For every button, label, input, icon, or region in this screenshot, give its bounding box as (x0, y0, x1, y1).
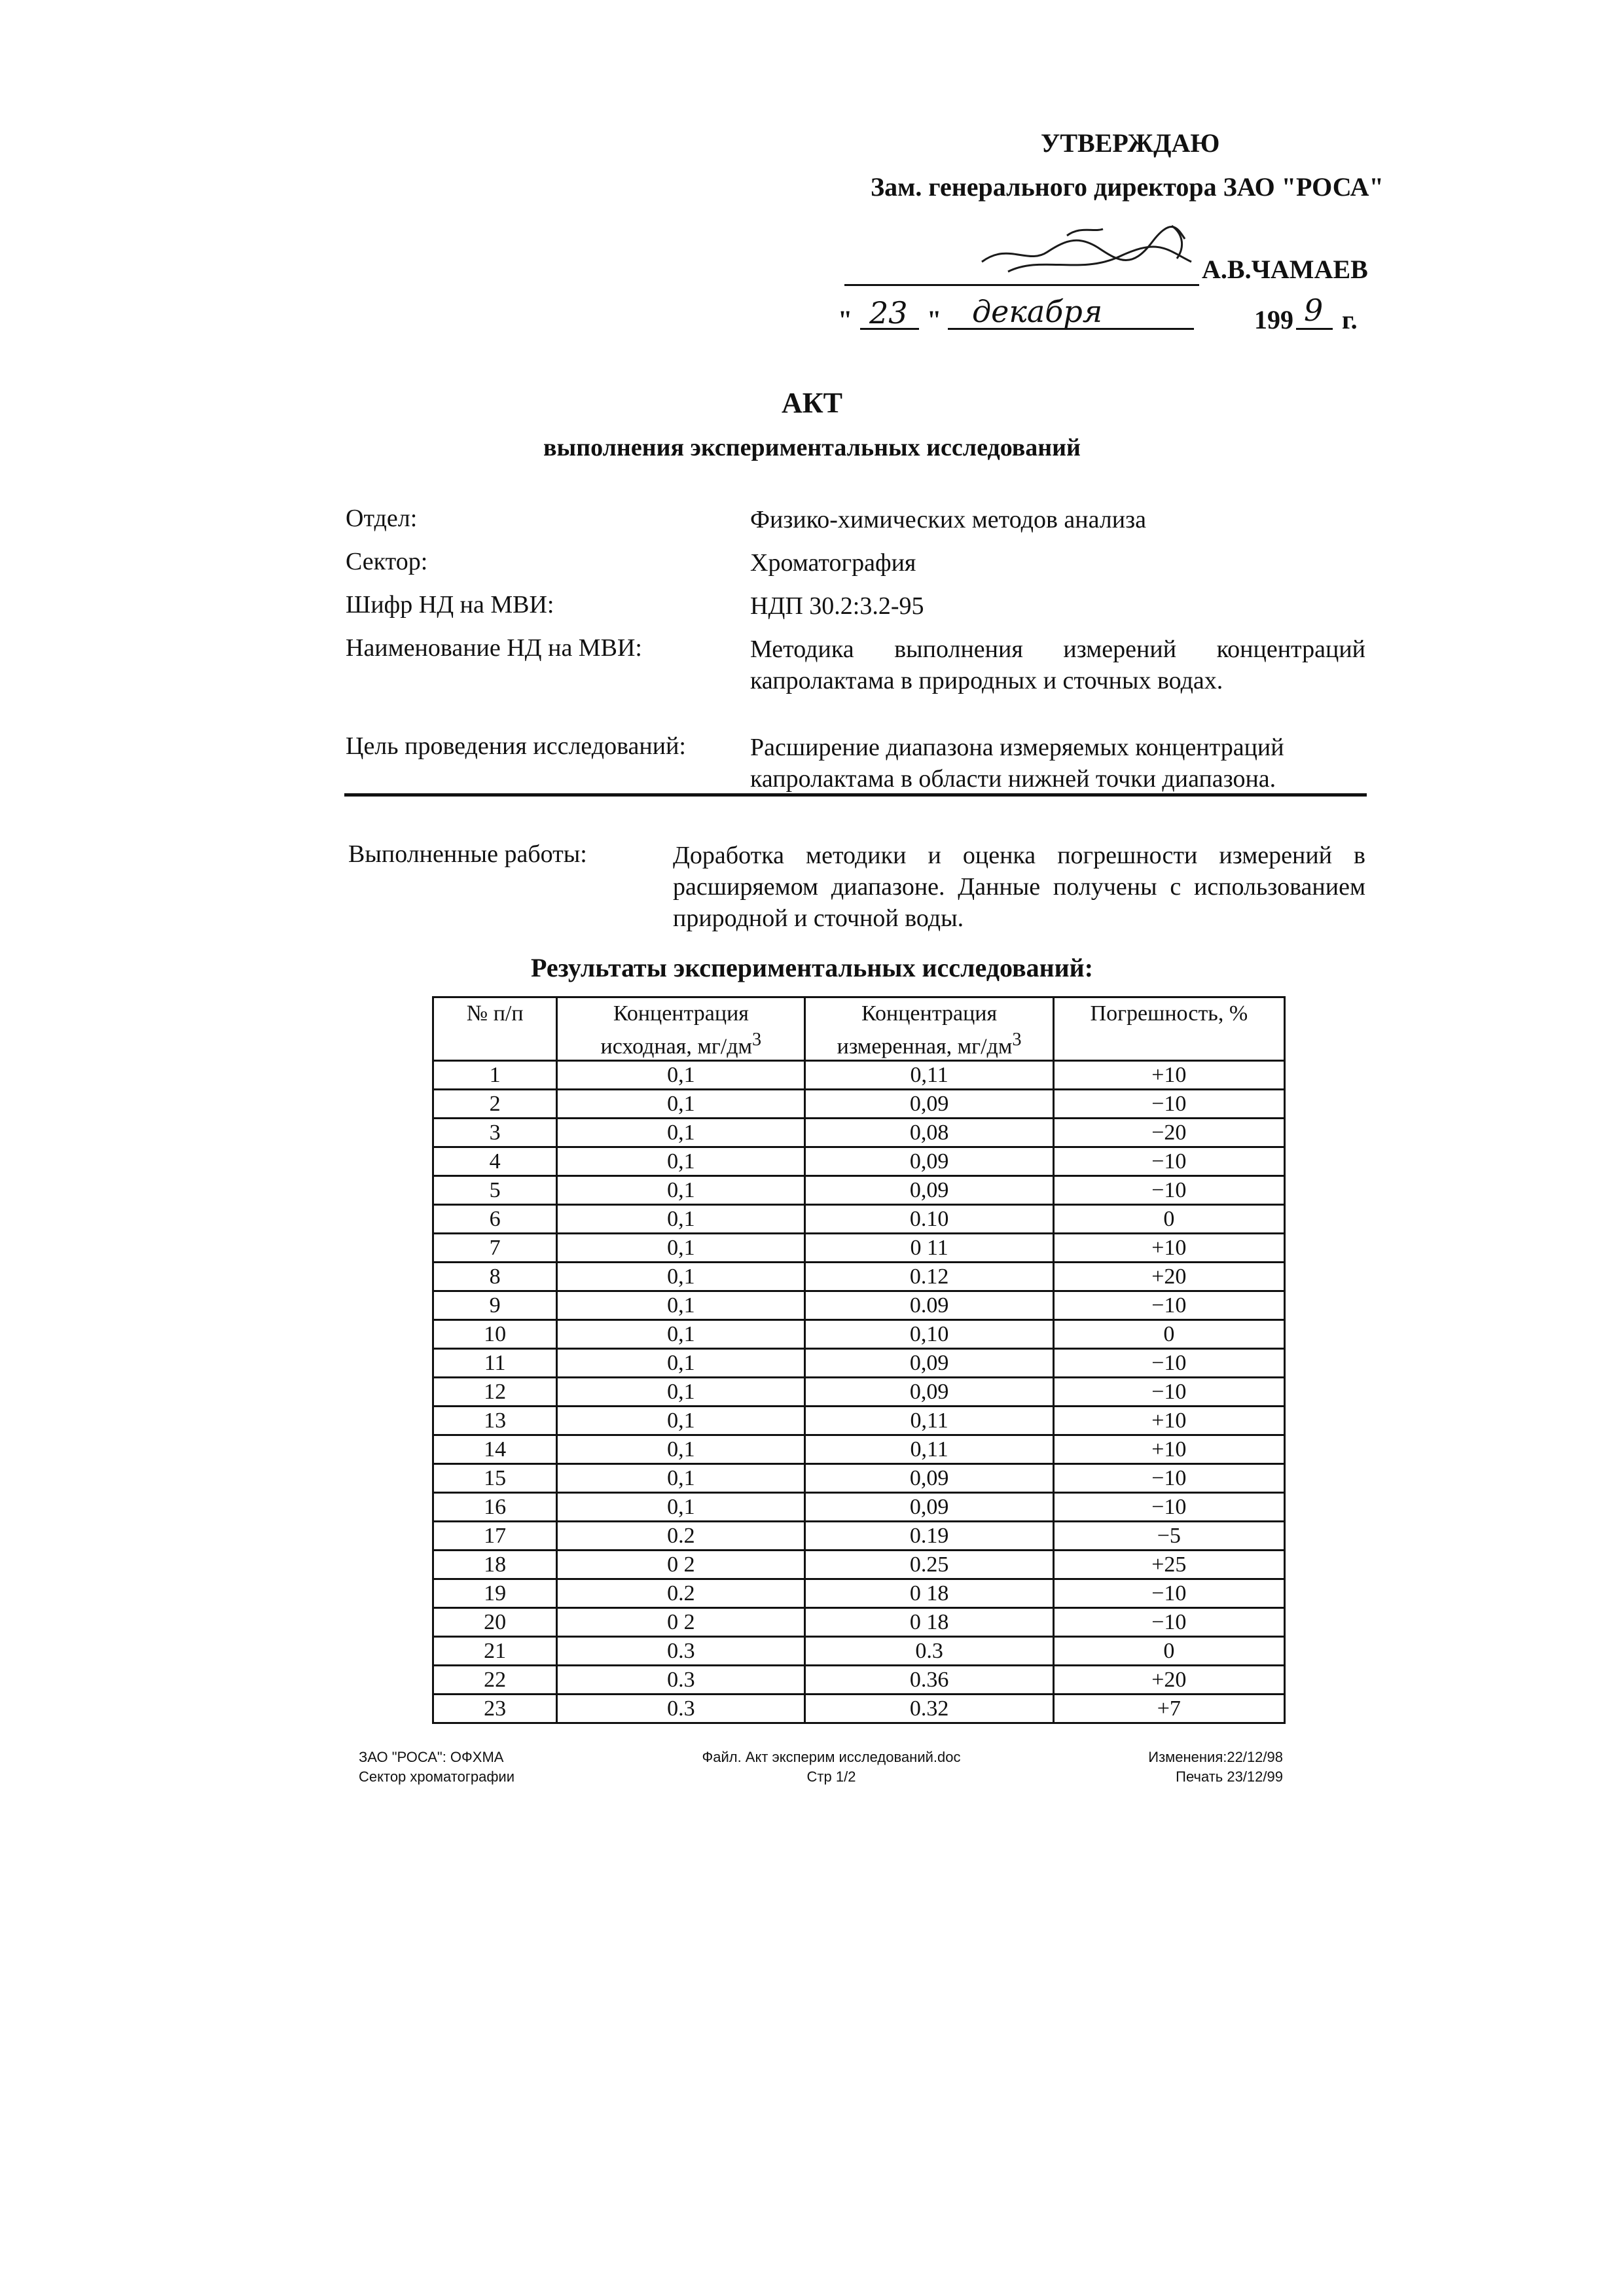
cell-initial: 0,1 (557, 1119, 805, 1147)
cell-initial: 0,1 (557, 1435, 805, 1464)
cell-error: +10 (1053, 1061, 1284, 1090)
cell-error: +10 (1053, 1234, 1284, 1263)
cell-error: −5 (1053, 1522, 1284, 1551)
field-label-sector: Сектор: (346, 548, 428, 575)
cell-num: 12 (433, 1378, 557, 1407)
cell-num: 1 (433, 1061, 557, 1090)
table-row (433, 1090, 1285, 1119)
cell-measured: 0.10 (805, 1205, 1053, 1234)
signer-name: А.В.ЧАМАЕВ (1202, 255, 1368, 284)
results-table-body (433, 1061, 1285, 1723)
cell-initial: 0,1 (557, 1090, 805, 1119)
table-row (433, 1608, 1285, 1637)
cell-error: −10 (1053, 1090, 1284, 1119)
field-value-method-name: Методика выполнения измерений концентраций капролактама в природных и сточных водах. (750, 636, 1365, 694)
cell-num: 17 (433, 1522, 557, 1551)
cell-num: 16 (433, 1493, 557, 1522)
field-label-purpose: Цель проведения исследований: (346, 732, 686, 760)
cell-error: +25 (1053, 1551, 1284, 1579)
cell-num: 15 (433, 1464, 557, 1493)
cell-error: −20 (1053, 1119, 1284, 1147)
footer-left (359, 1748, 514, 1787)
date-open-quote: " (838, 305, 853, 334)
header-initial-line1: Концентрация (613, 1001, 749, 1026)
cell-error: 0 (1053, 1637, 1284, 1666)
cell-error: −10 (1053, 1176, 1284, 1205)
approval-date (838, 293, 1381, 334)
table-row (433, 1263, 1285, 1291)
table-row (433, 1378, 1285, 1407)
cell-error: −10 (1053, 1147, 1284, 1176)
cell-initial: 0,1 (557, 1176, 805, 1205)
cell-initial: 0.3 (557, 1695, 805, 1723)
header-initial (557, 997, 805, 1061)
cell-initial: 0,1 (557, 1061, 805, 1090)
cell-num: 9 (433, 1291, 557, 1320)
cell-initial: 0 2 (557, 1551, 805, 1579)
cell-num: 6 (433, 1205, 557, 1234)
header-initial-line2: исходная, мг/дм (600, 1034, 753, 1059)
cell-measured: 0,09 (805, 1090, 1053, 1119)
cell-error: +20 (1053, 1263, 1284, 1291)
footer-right (1087, 1748, 1283, 1787)
work-text: Доработка методики и оценка погрешности измерений в расширяемом диапазоне. Данные получены с использованием природной и сточной воды. (673, 842, 1365, 932)
cell-initial: 0,1 (557, 1407, 805, 1435)
table-row (433, 1176, 1285, 1205)
cell-measured: 0,09 (805, 1349, 1053, 1378)
cell-initial: 0,1 (557, 1205, 805, 1234)
date-year-line (1296, 328, 1333, 330)
results-table (432, 996, 1286, 1724)
cell-initial: 0,1 (557, 1349, 805, 1378)
cell-num: 21 (433, 1637, 557, 1666)
cell-initial: 0 2 (557, 1608, 805, 1637)
table-row (433, 1637, 1285, 1666)
date-year-digit: 9 (1304, 293, 1324, 328)
field-label-department: Отдел: (346, 505, 418, 532)
header-measured-line2: измеренная, мг/дм (837, 1034, 1013, 1059)
cell-error: 0 (1053, 1320, 1284, 1349)
date-year-prefix: 199 (1254, 305, 1293, 334)
table-header-row (433, 997, 1285, 1061)
cell-num: 5 (433, 1176, 557, 1205)
footer-file: Файл. Акт эксперим исследований.doc (702, 1749, 961, 1765)
field-value-department: Физико-химических методов анализа (750, 506, 1146, 533)
table-row (433, 1349, 1285, 1378)
cell-num: 8 (433, 1263, 557, 1291)
cell-measured: 0,09 (805, 1464, 1053, 1493)
date-day: 23 (869, 295, 908, 331)
cell-num: 18 (433, 1551, 557, 1579)
cell-num: 19 (433, 1579, 557, 1608)
table-row (433, 1147, 1285, 1176)
table-row (433, 1435, 1285, 1464)
table-row (433, 1551, 1285, 1579)
field-value-code: НДП 30.2:3.2-95 (750, 592, 924, 620)
cell-measured: 0,09 (805, 1493, 1053, 1522)
cell-error: +10 (1053, 1407, 1284, 1435)
footer-print-date: Печать 23/12/99 (1176, 1768, 1283, 1785)
field-label-code: Шифр НД на МВИ: (346, 591, 554, 619)
cell-error: +7 (1053, 1695, 1284, 1723)
date-month: декабря (972, 294, 1103, 329)
cell-measured: 0,11 (805, 1407, 1053, 1435)
cell-num: 2 (433, 1090, 557, 1119)
cell-initial: 0,1 (557, 1464, 805, 1493)
cell-num: 7 (433, 1234, 557, 1263)
cell-initial: 0.2 (557, 1579, 805, 1608)
cell-measured: 0.3 (805, 1637, 1053, 1666)
footer-changes: Изменения:22/12/98 (1148, 1749, 1283, 1765)
results-title: Результаты экспериментальных исследований: (530, 953, 1094, 982)
date-year-suffix: г. (1342, 305, 1358, 334)
footer-org: ЗАО "РОСА": ОФХМА (359, 1749, 504, 1765)
header-num: № п/п (433, 997, 557, 1061)
cell-num: 14 (433, 1435, 557, 1464)
table-row (433, 1291, 1285, 1320)
table-row (433, 1234, 1285, 1263)
cell-initial: 0,1 (557, 1147, 805, 1176)
cell-num: 23 (433, 1695, 557, 1723)
footer-page: Стр 1/2 (806, 1768, 856, 1785)
cell-num: 22 (433, 1666, 557, 1695)
field-value-purpose: Расширение диапазона измеряемых концентраций капролактама в области нижней точки диапазона. (750, 734, 1284, 793)
cell-initial: 0.2 (557, 1522, 805, 1551)
cell-error: 0 (1053, 1205, 1284, 1234)
cell-measured: 0.09 (805, 1291, 1053, 1320)
table-row (433, 1522, 1285, 1551)
table-row (433, 1493, 1285, 1522)
footer-middle (694, 1748, 969, 1787)
cell-error: −10 (1053, 1493, 1284, 1522)
table-row (433, 1205, 1285, 1234)
cell-error: −10 (1053, 1464, 1284, 1493)
header-measured-line1: Концентрация (861, 1001, 998, 1026)
cell-error: −10 (1053, 1291, 1284, 1320)
header-measured-unit-sup: 3 (1012, 1030, 1022, 1050)
handwritten-signature (969, 216, 1204, 281)
cell-measured: 0.36 (805, 1666, 1053, 1695)
cell-num: 13 (433, 1407, 557, 1435)
cell-measured: 0 18 (805, 1579, 1053, 1608)
table-row (433, 1579, 1285, 1608)
field-label-method-name: Наименование НД на МВИ: (346, 634, 642, 662)
cell-num: 20 (433, 1608, 557, 1637)
table-row (433, 1695, 1285, 1723)
section-divider (344, 793, 1367, 797)
header-measured (805, 997, 1053, 1061)
cell-measured: 0 18 (805, 1608, 1053, 1637)
cell-measured: 0.25 (805, 1551, 1053, 1579)
table-row (433, 1407, 1285, 1435)
cell-measured: 0 11 (805, 1234, 1053, 1263)
cell-error: −10 (1053, 1608, 1284, 1637)
cell-initial: 0.3 (557, 1637, 805, 1666)
cell-initial: 0,1 (557, 1320, 805, 1349)
cell-initial: 0,1 (557, 1291, 805, 1320)
table-row (433, 1666, 1285, 1695)
cell-initial: 0,1 (557, 1263, 805, 1291)
cell-num: 4 (433, 1147, 557, 1176)
cell-error: −10 (1053, 1349, 1284, 1378)
table-row (433, 1464, 1285, 1493)
cell-measured: 0,11 (805, 1061, 1053, 1090)
approval-title: УТВЕРЖДАЮ (1041, 128, 1220, 158)
document-title: АКТ (781, 387, 843, 419)
table-row (433, 1061, 1285, 1090)
signature-line (844, 284, 1199, 286)
table-row (433, 1320, 1285, 1349)
cell-measured: 0,11 (805, 1435, 1053, 1464)
cell-measured: 0.32 (805, 1695, 1053, 1723)
cell-measured: 0.12 (805, 1263, 1053, 1291)
cell-measured: 0,09 (805, 1378, 1053, 1407)
work-label: Выполненные работы: (348, 840, 587, 868)
cell-measured: 0,08 (805, 1119, 1053, 1147)
cell-error: −10 (1053, 1378, 1284, 1407)
table-row (433, 1119, 1285, 1147)
cell-measured: 0.19 (805, 1522, 1053, 1551)
cell-measured: 0,10 (805, 1320, 1053, 1349)
cell-initial: 0,1 (557, 1493, 805, 1522)
header-error: Погрешность, % (1053, 997, 1284, 1061)
header-initial-unit-sup: 3 (752, 1030, 762, 1050)
cell-measured: 0,09 (805, 1176, 1053, 1205)
cell-error: +20 (1053, 1666, 1284, 1695)
footer-sector: Сектор хроматографии (359, 1768, 514, 1785)
cell-initial: 0,1 (557, 1234, 805, 1263)
cell-initial: 0,1 (557, 1378, 805, 1407)
cell-error: −10 (1053, 1579, 1284, 1608)
cell-num: 11 (433, 1349, 557, 1378)
cell-measured: 0,09 (805, 1147, 1053, 1176)
approval-position: Зам. генерального директора ЗАО "РОСА" (871, 172, 1384, 202)
cell-initial: 0.3 (557, 1666, 805, 1695)
cell-error: +10 (1053, 1435, 1284, 1464)
document-subtitle: выполнения экспериментальных исследований (543, 434, 1081, 461)
cell-num: 10 (433, 1320, 557, 1349)
cell-num: 3 (433, 1119, 557, 1147)
date-close-quote: " (927, 305, 942, 334)
field-value-sector: Хроматография (750, 549, 916, 577)
